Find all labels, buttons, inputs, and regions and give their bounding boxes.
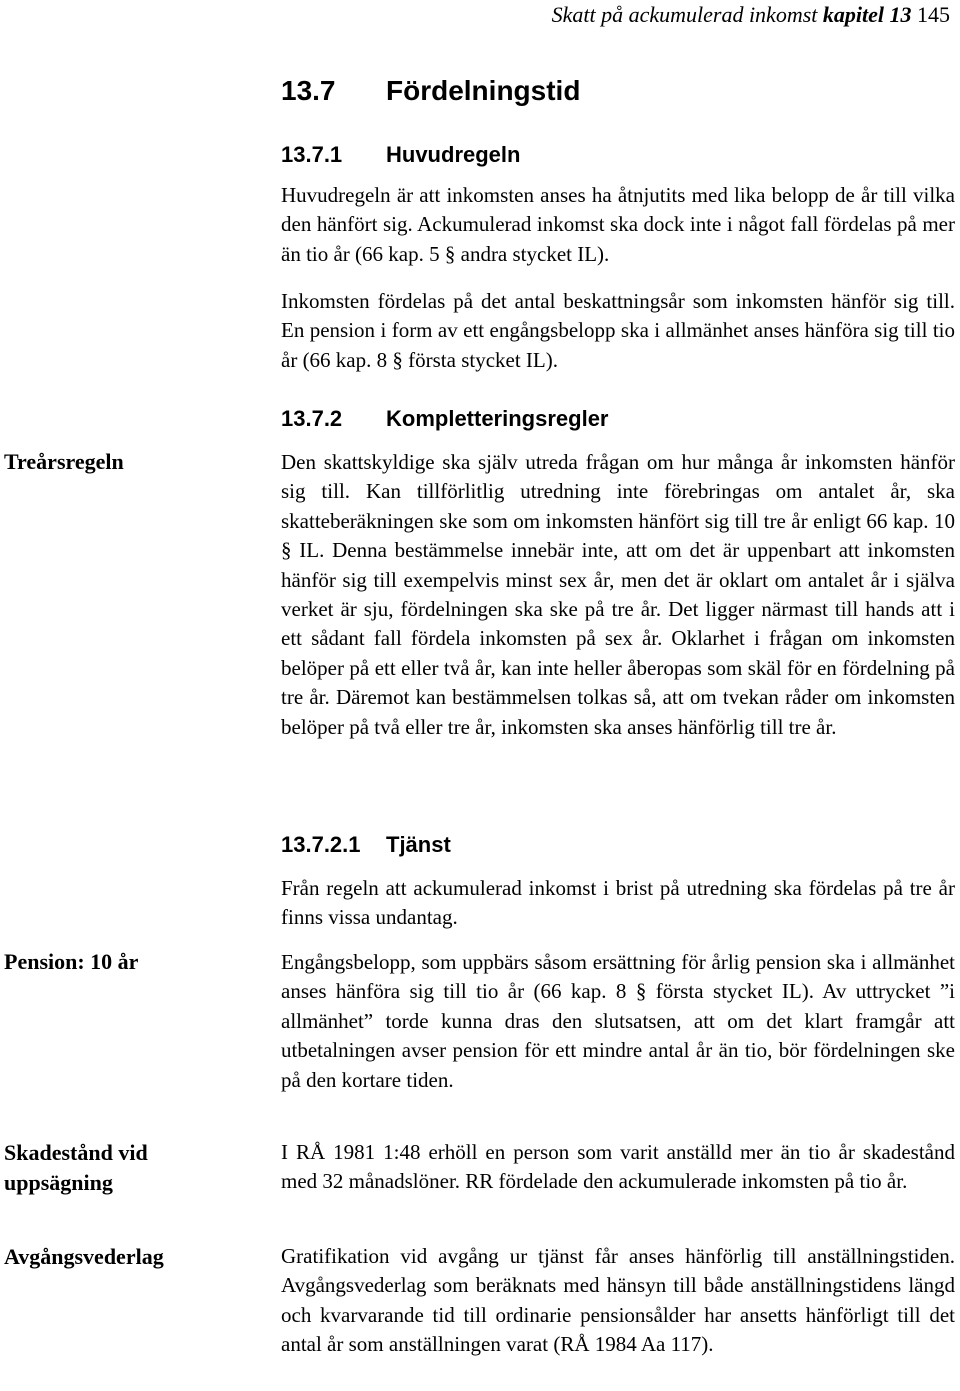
subsection-heading-huvudregeln — [281, 141, 520, 169]
margin-note-avgangsvederlag: Avgångsvederlag — [4, 1244, 164, 1269]
page-number: 145 — [917, 2, 950, 27]
subsection-title: Tjänst — [386, 832, 451, 857]
subsection-heading-tjanst — [281, 831, 451, 859]
margin-note-trearsregeln: Treårsregeln — [4, 449, 124, 474]
paragraph-skadestand: I RÅ 1981 1:48 erhöll en person som varit anställd mer än tio år skadestånd med 32 månadslöner. RR fördelade den ackumulerade inkomsten på tio år. — [281, 1140, 955, 1194]
subsection-title: Huvudregeln — [386, 142, 521, 167]
subsection-number: 13.7.2 — [281, 406, 343, 431]
section-heading — [281, 74, 580, 108]
paragraph-huvudregeln-1: Huvudregeln är att inkomsten anses ha åtnjutits med lika belopp de år till vilka den hänfört sig. Ackumulerad inkomst ska dock inte i något fall fördelas på mer än tio år (66 kap. 5 § andra stycket IL). — [281, 183, 955, 266]
paragraph-pension: Engångsbelopp, som uppbärs såsom ersättning för årlig pension ska i allmänhet anses hänföra sig till tio år (66 kap. 8 § första stycket IL). Av uttrycket ”i allmänhet” torde kunna dras den slutsatsen, att om det klart framgår att utbetalningen avser pension för ett mindre antal år än tio, bör fördelningen ske på den kortare tiden. — [281, 950, 955, 1092]
paragraph-huvudregeln-2: Inkomsten fördelas på det antal beskattningsår som inkomsten hänför sig till. En pension i form av ett engångsbelopp ska i allmänhet anses hänföra sig till tio år (66 kap. 8 § första stycket IL). — [281, 289, 955, 372]
running-header — [552, 2, 950, 28]
paragraph-kompletteringsregler: Den skattskyldige ska själv utreda frågan om hur många år inkomsten hänför sig till. Kan tillförlitlig utredning inte förebringas om antalet år, ska skatteberäkningen ske som om inkomsten hänfört sig till tre år enligt 66 kap. 10 § IL. Denna bestämmelse innebär inte, att om det är uppenbart att inkomsten hänför sig till exempelvis minst sex år, men det är oklart om antalet år i själva verket är sju, fördelningen ska ske på tre år. Det ligger närmast till hands att i ett sådant fall fördela inkomsten på sex år. Oklarhet i frågan om inkomsten belöper på ett eller två år, kan inte heller åberopas som skäl för en fördelning på tre år. Däremot kan bestämmelsen tolkas så, att om tvekan råder om inkomsten belöper på två eller tre år, inkomsten ska anses hänförlig till tre år. — [281, 450, 955, 739]
subsection-number: 13.7.1 — [281, 142, 343, 167]
paragraph-tjanst-intro: Från regeln att ackumulerad inkomst i brist på utredning ska fördelas på tre år finns vissa undantag. — [281, 876, 955, 930]
running-title: Skatt på ackumulerad inkomst — [551, 2, 818, 27]
subsection-number: 13.7.2.1 — [281, 832, 361, 857]
margin-note-skadestand: Skadestånd vid uppsägning — [4, 1140, 148, 1195]
chapter-label: kapitel 13 — [822, 2, 912, 27]
section-number: 13.7 — [281, 75, 336, 106]
margin-note-pension: Pension: 10 år — [4, 949, 139, 974]
subsection-heading-kompletteringsregler — [281, 405, 609, 433]
subsection-title: Kompletteringsregler — [386, 406, 609, 431]
paragraph-avgangsvederlag: Gratifikation vid avgång ur tjänst får anses hänförlig till anställningstiden. Avgångsvederlag som beräknats med hänsyn till både anställningstidens längd och kvarvarande tid till ordinarie pensionsålder har ansetts hänförligt till det antal år som anställningen varat (RÅ 1984 Aa 117). — [281, 1244, 955, 1357]
section-title: Fördelningstid — [386, 75, 581, 106]
